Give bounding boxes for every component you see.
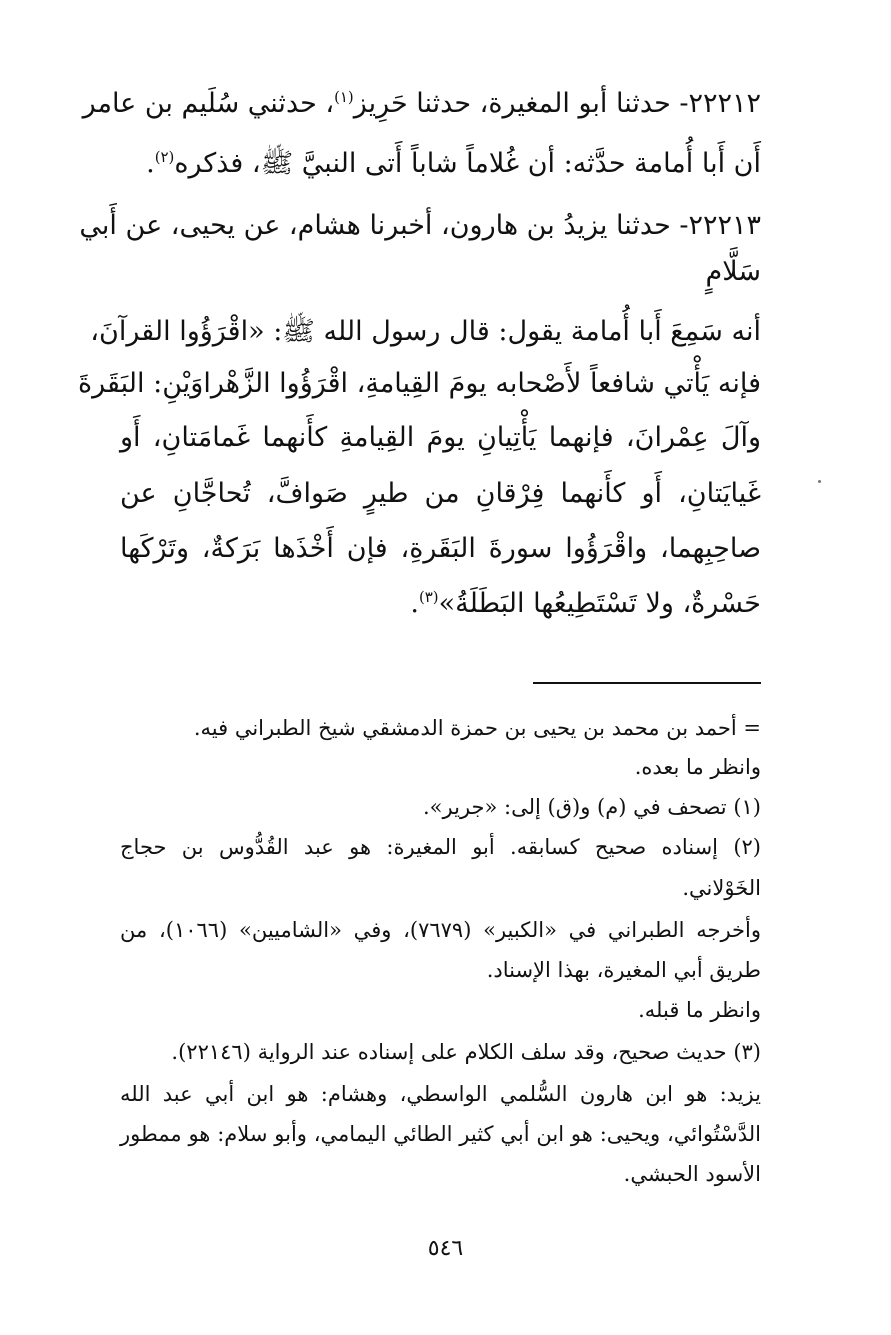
hadith-22213-isnad-line-2: سَلَّامٍ [705, 256, 761, 287]
footnote-ref: (١) [334, 88, 354, 106]
text-run: ، حدثني سُلَيم بن عامر [82, 88, 335, 119]
hadith-22213-isnad-line-1: ٢٢٢١٣- حدثنا يزيدُ بن هارون، أخبرنا هشام، عن يحيى، عن أَبي [79, 210, 761, 241]
hadith-22213-body-line: وآلَ عِمْرانَ، فإنهما يَأْتِيانِ يومَ القِيامةِ كأَنهما غَمامَتانِ، أَو [120, 422, 761, 453]
footnote-line: (١) تصحف في (م) و(ق) إلى: «جرير». [422, 795, 761, 819]
hadith-22213-body-line: أنه سَمِعَ أَبا أُمامة يقول: قال رسول الله ﷺ: «اقْرَؤُوا القرآنَ، [90, 316, 761, 347]
footnote-line: = أحمد بن محمد بن يحيى بن حمزة الدمشقي شيخ الطبراني فيه. [193, 716, 761, 740]
footnote-line: الدَّسْتُوائي، ويحيى: هو ابن أبي كثير الطائي اليمامي، وأبو سلام: هو ممطور [120, 1122, 761, 1146]
text-run: ٢٢٢١٢- حدثنا أبو المغيرة، حدثنا حَرِيز [353, 88, 761, 119]
footnote-line: وانظر ما قبله. [638, 998, 761, 1022]
scan-speck [818, 480, 821, 483]
hadith-22213-body-line: صاحِبِهما، واقْرَؤُوا سورةَ البَقَرةِ، فإن أَخْذَها بَرَكةٌ، وتَرْكَها [120, 533, 761, 564]
footnote-line: يزيد: هو ابن هارون السُّلمي الواسطي، وهشام: هو ابن أبي عبد الله [120, 1082, 761, 1106]
text-run: . [410, 588, 419, 619]
footnote-line: (٣) حديث صحيح، وقد سلف الكلام على إسناده عند الرواية (٢٢١٤٦). [171, 1040, 761, 1064]
footnote-line: الخَوْلاني. [682, 876, 761, 900]
footnote-ref: (٣) [419, 588, 439, 606]
footnote-line: وأخرجه الطبراني في «الكبير» (٧٦٧٩)، وفي «الشاميين» (١٠٦٦)، من [120, 918, 761, 942]
text-run: . [146, 148, 155, 179]
footnote-line: الأسود الحبشي. [623, 1162, 761, 1186]
footnote-line: طريق أبي المغيرة، بهذا الإسناد. [486, 958, 761, 982]
page-number: ٥٤٦ [427, 1236, 464, 1261]
hadith-22213-body-line: فإنه يَأْتي شافعاً لأَصْحابه يومَ القِيامةِ، اقْرَؤُوا الزَّهْراوَيْنِ: البَقَرةَ [77, 368, 761, 399]
text-run: حَسْرةٌ، ولا تَسْتَطِيعُها البَطَلَةُ» [438, 588, 761, 619]
text-run: أَن أَبا أُمامة حدَّثه: أن غُلاماً شاباً أَتى النبيَّ ﷺ، فذكره [174, 148, 761, 179]
hadith-22213-last-line [410, 588, 761, 619]
footnote-line: وانظر ما بعده. [634, 755, 761, 779]
hadith-22212-line-1 [82, 88, 761, 119]
footnote-separator [533, 682, 761, 684]
hadith-22212-line-2 [146, 146, 761, 186]
hadith-22213-body-line: غَيايَتانِ، أَو كأَنهما فِرْقانِ من طيرٍ صَوافَّ، تُحاجَّانِ عن [120, 478, 761, 509]
footnote-ref: (٢) [154, 148, 175, 166]
footnote-line: (٢) إسناده صحيح كسابقه. أبو المغيرة: هو عبد القُدُّوس بن حجاج [120, 835, 761, 859]
